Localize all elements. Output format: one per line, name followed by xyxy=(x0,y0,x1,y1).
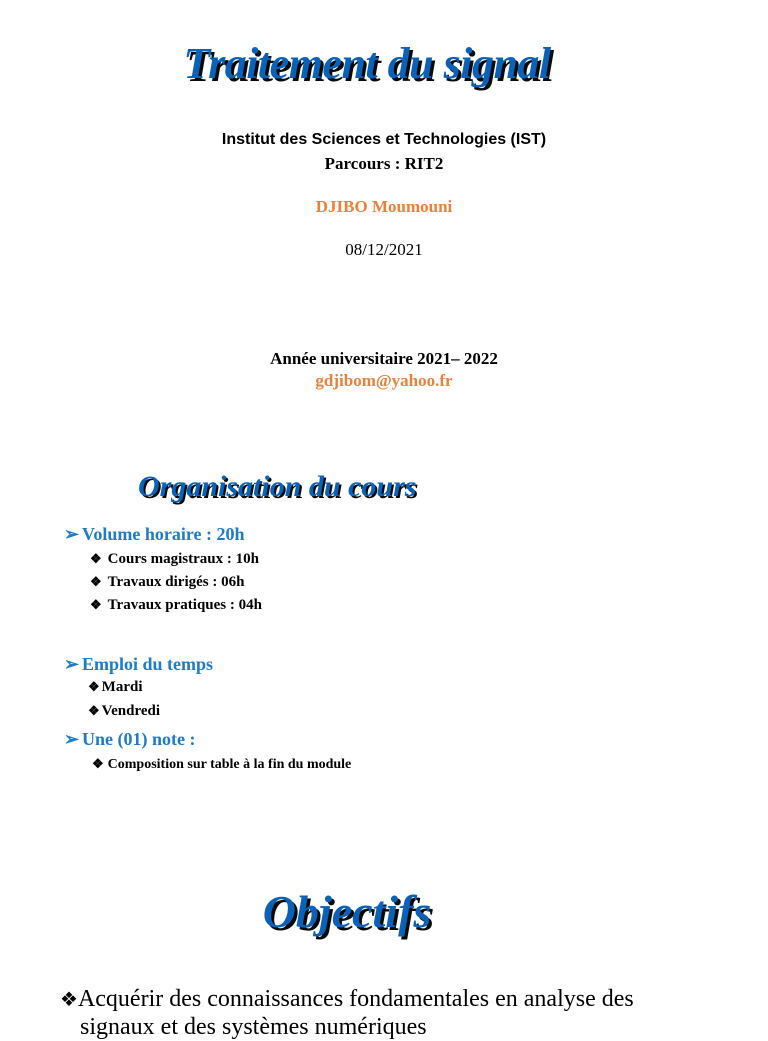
diamond-bullet-icon: ❖ xyxy=(90,551,102,566)
slide-1-title: Traitement du signal xyxy=(183,39,551,88)
institute-name: Institut des Sciences et Technologies (IST) xyxy=(221,131,547,148)
list-item: ❖ Composition sur table à la fin du module xyxy=(92,756,352,772)
list-item: ❖ Cours magistraux : 10h xyxy=(90,551,259,567)
parcours-label: Parcours : RIT2 xyxy=(324,154,444,173)
diamond-bullet-icon: ❖ xyxy=(90,597,102,612)
academic-year: Année universitaire 2021– 2022 xyxy=(270,349,498,368)
list-item: ❖ Vendredi xyxy=(88,703,161,719)
diamond-bullet-icon: ❖ xyxy=(88,703,100,718)
list-item: ❖ Travaux dirigés : 06h xyxy=(90,574,245,590)
list-item: ❖ Travaux pratiques : 04h xyxy=(90,597,262,613)
arrow-bullet-icon: ➢ xyxy=(64,729,80,749)
diamond-bullet-icon: ❖ xyxy=(90,574,102,589)
author-name: DJIBO Moumouni xyxy=(315,197,453,216)
author-email: gdjibom@yahoo.fr xyxy=(315,371,453,390)
section-note xyxy=(64,729,195,750)
slide-2-title: Organisation du cours xyxy=(138,470,417,503)
list-item: ❖ Mardi xyxy=(88,679,143,695)
diamond-bullet-icon: ❖ xyxy=(88,679,100,694)
section-label: Volume horaire : 20h xyxy=(82,524,245,544)
section-emploi-du-temps xyxy=(64,654,213,675)
objective-item: ❖Acquérir des connaissances fondamentales en analyse des xyxy=(60,986,634,1012)
section-volume-horaire xyxy=(64,524,245,545)
section-label: Une (01) note : xyxy=(82,729,196,749)
arrow-bullet-icon: ➢ xyxy=(64,524,80,544)
diamond-bullet-icon: ❖ xyxy=(92,756,104,771)
section-label: Emploi du temps xyxy=(82,654,214,674)
diamond-bullet-icon: ❖ xyxy=(60,989,78,1011)
objective-continuation: signaux et des systèmes numériques xyxy=(80,1014,427,1040)
arrow-bullet-icon: ➢ xyxy=(64,654,80,674)
slide-3-title: Objectifs xyxy=(262,886,432,937)
presentation-date: 08/12/2021 xyxy=(345,240,423,259)
